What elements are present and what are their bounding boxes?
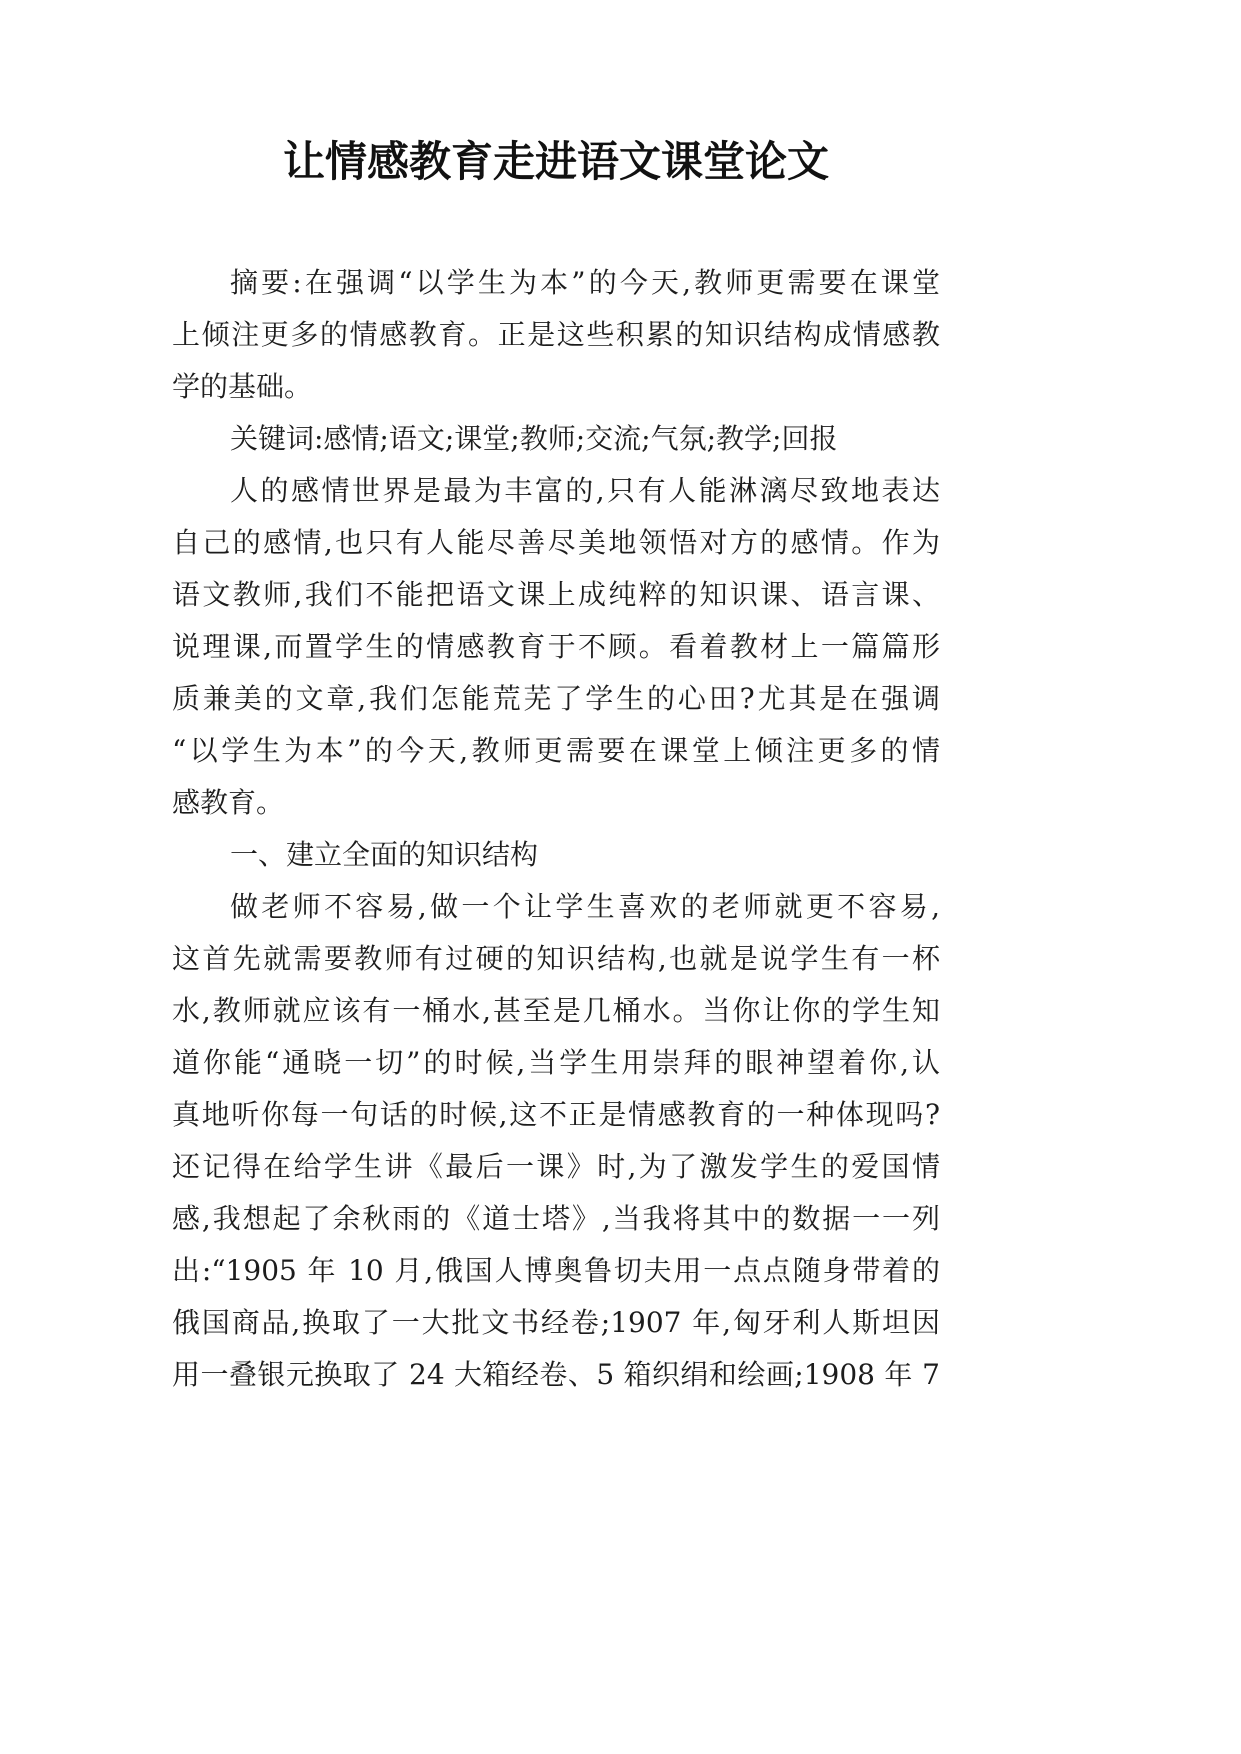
paragraph-line: 说理课,而置学生的情感教育于不顾。看着教材上一篇篇形: [172, 630, 940, 663]
section-heading: [172, 829, 940, 881]
page-title: 让情感教育走进语文课堂论文: [282, 137, 829, 186]
paragraph-line: 道你能“通晓一切”的时候,当学生用崇拜的眼神望着你,认: [172, 1046, 940, 1079]
paragraph-line: 俄国商品,换取了一大批文书经卷;1907 年,匈牙利人斯坦因: [172, 1306, 940, 1339]
paragraph-line: 真地听你每一句话的时候,这不正是情感教育的一种体现吗?: [172, 1098, 940, 1131]
paragraph-line: 这首先就需要教师有过硬的知识结构,也就是说学生有一杯: [172, 942, 940, 975]
paragraph-line: 感,我想起了余秋雨的《道士塔》,当我将其中的数据一一列: [172, 1202, 940, 1235]
keywords-paragraph: [172, 413, 940, 465]
section-heading-text: 一、建立全面的知识结构: [230, 838, 539, 871]
paragraph-line: 做老师不容易,做一个让学生喜欢的老师就更不容易,: [230, 890, 940, 923]
document-body: [172, 257, 940, 1401]
paragraph-line: 上倾注更多的情感教育。正是这些积累的知识结构成情感教: [172, 318, 940, 351]
paragraph-line: 自己的感情,也只有人能尽善尽美地领悟对方的感情。作为: [172, 526, 940, 559]
paragraph-line: 人的感情世界是最为丰富的,只有人能淋漓尽致地表达: [230, 474, 940, 507]
paragraph-line: 用一叠银元换取了 24 大箱经卷、5 箱织绢和绘画;1908 年 7: [172, 1358, 940, 1391]
paragraph-line: 摘要:在强调“以学生为本”的今天,教师更需要在课堂: [230, 266, 940, 299]
paragraph-line: 学的基础。: [172, 370, 313, 403]
paragraph-line: 感教育。: [172, 786, 285, 819]
paragraph-line: “以学生为本”的今天,教师更需要在课堂上倾注更多的情: [172, 734, 940, 767]
paragraph-line: 语文教师,我们不能把语文课上成纯粹的知识课、语言课、: [172, 578, 940, 611]
paragraph-line: 出:“1905 年 10 月,俄国人博奥鲁切夫用一点点随身带着的: [172, 1254, 940, 1287]
abstract-paragraph: [172, 257, 940, 413]
paragraph-line: 还记得在给学生讲《最后一课》时,为了激发学生的爱国情: [172, 1150, 940, 1183]
intro-paragraph: [172, 465, 940, 829]
paragraph-line: 水,教师就应该有一桶水,甚至是几桶水。当你让你的学生知: [172, 994, 940, 1027]
section-body-paragraph: [172, 881, 940, 1401]
paragraph-line: 关键词:感情;语文;课堂;教师;交流;气氛;教学;回报: [230, 422, 838, 455]
paragraph-line: 质兼美的文章,我们怎能荒芜了学生的心田?尤其是在强调: [172, 682, 940, 715]
